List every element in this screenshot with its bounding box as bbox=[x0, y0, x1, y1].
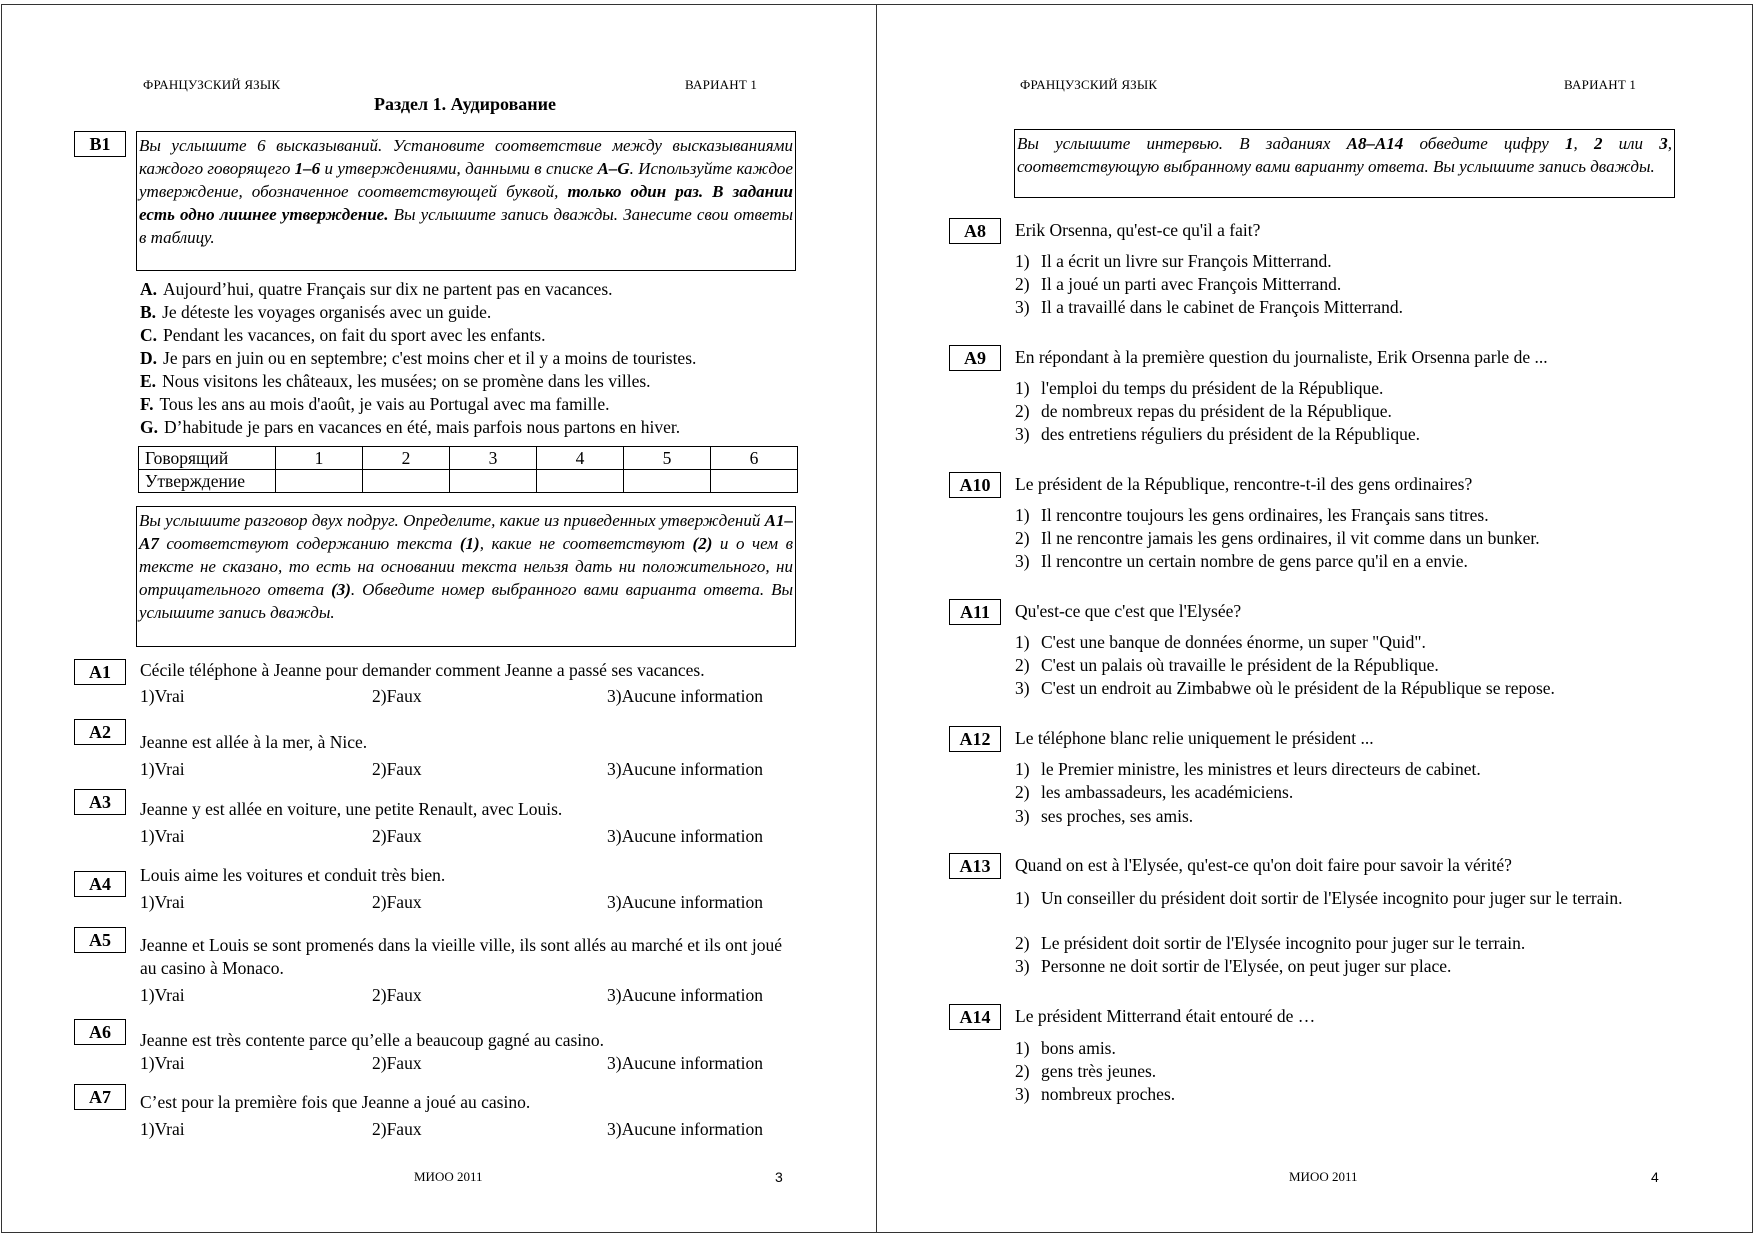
option-number: 3) bbox=[1015, 678, 1030, 698]
section-title: Раздел 1. Аудирование bbox=[373, 94, 557, 114]
option-aucune[interactable] bbox=[607, 892, 763, 913]
option-number: 2) bbox=[1015, 274, 1030, 294]
option-vrai[interactable] bbox=[140, 686, 185, 707]
task-tag-a2: A2 bbox=[74, 719, 126, 745]
statement-letter: D. bbox=[140, 348, 158, 368]
option-wrap bbox=[1015, 887, 1655, 910]
option-label: Aucune information bbox=[621, 892, 763, 912]
option-faux[interactable] bbox=[372, 892, 422, 913]
table-row-label: Говорящий bbox=[139, 447, 276, 470]
interview-instructions bbox=[1014, 129, 1675, 198]
statement-letter: C. bbox=[140, 325, 158, 345]
question-a8: Erik Orsenna, qu'est-ce qu'il a fait? bbox=[1015, 220, 1261, 240]
question-a1: Cécile téléphone à Jeanne pour demander comment Jeanne a passé ses vacances. bbox=[140, 660, 705, 680]
option-vrai[interactable] bbox=[140, 1053, 185, 1074]
header-subject: ФРАНЦУЗСКИЙ ЯЗЫК bbox=[143, 77, 281, 92]
question-a11: Qu'est-ce que c'est que l'Elysée? bbox=[1015, 601, 1242, 621]
option-label: Aucune information bbox=[621, 826, 763, 846]
instr-bold: только один раз. В задании есть одно лишнее утверждение. bbox=[139, 182, 793, 224]
option-vrai[interactable] bbox=[140, 985, 185, 1006]
instr-bold: (3) bbox=[331, 580, 351, 599]
answer-cell[interactable] bbox=[711, 470, 798, 493]
option-text: Il ne rencontre jamais les gens ordinaires, il vit comme dans un bunker. bbox=[1041, 528, 1540, 548]
task-tag-a9: A9 bbox=[949, 345, 1001, 371]
option-text: les ambassadeurs, les académiciens. bbox=[1041, 782, 1294, 802]
option-label: Vrai bbox=[154, 826, 185, 846]
instr-bold: (2) bbox=[692, 534, 713, 553]
option-1[interactable] bbox=[1015, 887, 1655, 910]
option-label: Vrai bbox=[154, 892, 185, 912]
option-aucune[interactable] bbox=[607, 686, 763, 707]
option-faux[interactable] bbox=[372, 1119, 422, 1140]
footer-publisher: МИОО 2011 bbox=[414, 1169, 483, 1184]
question-a3: Jeanne y est allée en voiture, une petite Renault, avec Louis. bbox=[140, 799, 563, 819]
footer-publisher: МИОО 2011 bbox=[1289, 1169, 1358, 1184]
option-aucune[interactable] bbox=[607, 985, 763, 1006]
option-label: Aucune information bbox=[621, 686, 763, 706]
option-number: 1) bbox=[1015, 505, 1030, 525]
table-header-cell: 6 bbox=[711, 447, 798, 470]
answer-table bbox=[138, 446, 798, 493]
option-vrai[interactable] bbox=[140, 892, 185, 913]
option-text: C'est une banque de données énorme, un super "Quid". bbox=[1041, 632, 1426, 652]
instr-text: и утверждениями, данными в списке bbox=[320, 159, 598, 178]
statement-text: Je déteste les voyages organisés avec un guide. bbox=[162, 302, 492, 322]
table-header-cell: 3 bbox=[450, 447, 537, 470]
option-text: ses proches, ses amis. bbox=[1041, 806, 1194, 826]
option-number: 1) bbox=[140, 1053, 155, 1073]
task-tag-a14: A14 bbox=[949, 1004, 1001, 1030]
option-text: Il a joué un parti avec François Mitterrand. bbox=[1041, 274, 1342, 294]
statement-text: Aujourd’hui, quatre Français sur dix ne partent pas en vacances. bbox=[163, 279, 613, 299]
option-text: gens très jeunes. bbox=[1041, 1061, 1157, 1081]
option-number: 1) bbox=[140, 892, 155, 912]
instr-bold: 1 bbox=[1565, 134, 1574, 153]
option-number: 2) bbox=[1015, 528, 1030, 548]
option-number: 1) bbox=[1015, 251, 1030, 271]
option-number: 1) bbox=[140, 1119, 155, 1139]
question-a10: Le président de la République, rencontre-t-il des gens ordinaires? bbox=[1015, 474, 1473, 494]
question-a13: Quand on est à l'Elysée, qu'est-ce qu'on doit faire pour savoir la vérité? bbox=[1015, 855, 1512, 875]
option-vrai[interactable] bbox=[140, 1119, 185, 1140]
instr-text: , соответствующую выбранному вами варианту ответа. Вы услышите запись дважды. bbox=[1017, 134, 1672, 176]
statement-a bbox=[140, 279, 613, 300]
instr-text: соответствуют содержанию текста bbox=[158, 534, 460, 553]
instr-text: . Используйте каждое утверждение, обозначенное соответствующей буквой, bbox=[139, 159, 793, 201]
option-number: 3) bbox=[607, 826, 622, 846]
task-tag-a5: A5 bbox=[74, 927, 126, 953]
option-aucune[interactable] bbox=[607, 1053, 763, 1074]
option-1[interactable] bbox=[1015, 759, 1481, 780]
option-number: 2) bbox=[1015, 782, 1030, 802]
statement-letter: B. bbox=[140, 302, 157, 322]
option-number: 3) bbox=[1015, 806, 1030, 826]
option-text: Un conseiller du président doit sortir de l'Elysée incognito pour juger sur le terrain. bbox=[1041, 888, 1623, 908]
task-tag-a7: A7 bbox=[74, 1084, 126, 1110]
option-label: Faux bbox=[386, 892, 422, 912]
task-tag-a12: A12 bbox=[949, 726, 1001, 752]
instr-text: обведите цифру bbox=[1403, 134, 1566, 153]
option-number: 2) bbox=[372, 892, 387, 912]
option-text: Il a écrit un livre sur François Mitterrand. bbox=[1041, 251, 1332, 271]
task-tag-a13: A13 bbox=[949, 853, 1001, 879]
option-label: Vrai bbox=[154, 1119, 185, 1139]
option-text: C'est un palais où travaille le président de la République. bbox=[1041, 655, 1439, 675]
option-label: Aucune information bbox=[621, 1053, 763, 1073]
option-3[interactable] bbox=[1015, 678, 1555, 699]
option-aucune[interactable] bbox=[607, 1119, 763, 1140]
instr-bold: (1) bbox=[459, 534, 480, 553]
option-2[interactable] bbox=[1015, 1061, 1156, 1082]
header-variant: ВАРИАНТ 1 bbox=[685, 77, 758, 92]
option-text: l'emploi du temps du président de la République. bbox=[1041, 378, 1384, 398]
option-number: 3) bbox=[1015, 1084, 1030, 1104]
table-row-label: Утверждение bbox=[139, 470, 276, 493]
page-right bbox=[877, 0, 1754, 1239]
option-number: 1) bbox=[1015, 759, 1030, 779]
option-1[interactable] bbox=[1015, 505, 1489, 526]
question-a5: Jeanne et Louis se sont promenés dans la vieille ville, ils sont allés au marché et ils ont joué au casino à Monaco. bbox=[140, 935, 782, 978]
instr-text: Вы услышите интервью. В заданиях bbox=[1017, 134, 1347, 153]
option-1[interactable] bbox=[1015, 1038, 1116, 1059]
option-text: C'est un endroit au Zimbabwe où le président de la République se repose. bbox=[1041, 678, 1555, 698]
answer-cell[interactable] bbox=[537, 470, 624, 493]
question-a14: Le président Mitterrand était entouré de … bbox=[1015, 1006, 1316, 1026]
option-number: 1) bbox=[140, 985, 155, 1005]
option-label: Faux bbox=[386, 826, 422, 846]
option-2[interactable] bbox=[1015, 401, 1392, 422]
statement-text: D’habitude je pars en vacances en été, mais parfois nous partons en hiver. bbox=[164, 417, 681, 437]
statement-e bbox=[140, 371, 651, 392]
option-1[interactable] bbox=[1015, 632, 1426, 653]
option-2[interactable] bbox=[1015, 782, 1293, 803]
task-tag-a11: A11 bbox=[949, 599, 1001, 625]
option-faux[interactable] bbox=[372, 686, 422, 707]
statement-letter: E. bbox=[140, 371, 157, 391]
option-number: 3) bbox=[607, 1119, 622, 1139]
option-faux[interactable] bbox=[372, 759, 422, 780]
task-tag-a8: A8 bbox=[949, 218, 1001, 244]
option-number: 3) bbox=[607, 892, 622, 912]
question-a12: Le téléphone blanc relie uniquement le président ... bbox=[1015, 728, 1374, 748]
option-1[interactable] bbox=[1015, 251, 1332, 272]
instr-text: и о чем в тексте не сказано, то есть на основании текста нельзя дать ни положительного, ни отрицательного ответа bbox=[139, 534, 793, 599]
statement-letter: A. bbox=[140, 279, 158, 299]
option-number: 3) bbox=[1015, 297, 1030, 317]
option-number: 1) bbox=[140, 826, 155, 846]
option-number: 3) bbox=[1015, 551, 1030, 571]
a-instructions bbox=[136, 506, 796, 647]
option-3[interactable] bbox=[1015, 551, 1468, 572]
option-number: 1) bbox=[1015, 1038, 1030, 1058]
option-number: 3) bbox=[607, 1053, 622, 1073]
table-header-cell: 1 bbox=[276, 447, 363, 470]
option-number: 2) bbox=[1015, 1061, 1030, 1081]
option-number: 3) bbox=[607, 759, 622, 779]
statement-g bbox=[140, 417, 680, 438]
statement-text: Nous visitons les châteaux, les musées; on se promène dans les villes. bbox=[162, 371, 651, 391]
task-tag-a10: A10 bbox=[949, 472, 1001, 498]
option-number: 3) bbox=[607, 686, 622, 706]
answer-cell[interactable] bbox=[624, 470, 711, 493]
page-number: 3 bbox=[775, 1169, 783, 1185]
instr-text: , какие не соответствуют bbox=[479, 534, 693, 553]
option-label: Vrai bbox=[154, 1053, 185, 1073]
instr-bold: 2 bbox=[1593, 134, 1603, 153]
option-label: Vrai bbox=[154, 985, 185, 1005]
instr-text: Вы услышите 6 высказываний. Установите соответствие между высказываниями каждого говорящего bbox=[139, 136, 793, 178]
statement-text: Pendant les vacances, on fait du sport avec les enfants. bbox=[163, 325, 546, 345]
option-3[interactable] bbox=[1015, 424, 1420, 445]
page-number: 4 bbox=[1651, 1169, 1659, 1185]
option-number: 3) bbox=[1015, 956, 1030, 976]
option-3[interactable] bbox=[1015, 956, 1451, 977]
option-number: 1) bbox=[140, 759, 155, 779]
option-text: de nombreux repas du président de la République. bbox=[1041, 401, 1392, 421]
option-aucune[interactable] bbox=[607, 826, 763, 847]
option-label: Faux bbox=[386, 759, 422, 779]
task-tag-a6: A6 bbox=[74, 1019, 126, 1045]
option-text: nombreux proches. bbox=[1041, 1084, 1176, 1104]
option-number: 2) bbox=[1015, 655, 1030, 675]
statement-text: Je pars en juin ou en septembre; c'est moins cher et il y a moins de touristes. bbox=[163, 348, 697, 368]
option-faux[interactable] bbox=[372, 1053, 422, 1074]
question-a9: En répondant à la première question du journaliste, Erik Orsenna parle de ... bbox=[1015, 347, 1548, 367]
header-variant: ВАРИАНТ 1 bbox=[1564, 77, 1637, 92]
option-2[interactable] bbox=[1015, 933, 1525, 954]
option-label: Vrai bbox=[154, 686, 185, 706]
option-number: 2) bbox=[1015, 933, 1030, 953]
instr-bold: А1–А7 bbox=[139, 511, 793, 553]
option-text: le Premier ministre, les ministres et leurs directeurs de cabinet. bbox=[1041, 759, 1481, 779]
instr-text: . Обведите номер выбранного вами варианта ответа. Вы услышите запись дважды. bbox=[139, 580, 793, 622]
option-label: Faux bbox=[386, 686, 422, 706]
table-row bbox=[139, 447, 798, 470]
option-number: 2) bbox=[372, 686, 387, 706]
instr-bold: 3 bbox=[1659, 134, 1668, 153]
statement-b bbox=[140, 302, 491, 323]
answer-cell[interactable] bbox=[450, 470, 537, 493]
table-row bbox=[139, 470, 798, 493]
option-number: 2) bbox=[1015, 401, 1030, 421]
instr-text: Вы услышите разговор двух подруг. Определите, какие из приведенных утверждений bbox=[139, 511, 765, 530]
option-label: Aucune information bbox=[621, 759, 763, 779]
option-number: 3) bbox=[607, 985, 622, 1005]
option-text: des entretiens réguliers du président de la République. bbox=[1041, 424, 1421, 444]
statement-letter: G. bbox=[140, 417, 158, 437]
option-3[interactable] bbox=[1015, 806, 1193, 827]
option-2[interactable] bbox=[1015, 528, 1540, 549]
statement-letter: F. bbox=[140, 394, 154, 414]
option-label: Aucune information bbox=[621, 1119, 763, 1139]
option-label: Vrai bbox=[154, 759, 185, 779]
option-number: 1) bbox=[1015, 378, 1030, 398]
answer-cell[interactable] bbox=[276, 470, 363, 493]
option-text: Il rencontre toujours les gens ordinaires, les Français sans titres. bbox=[1041, 505, 1489, 525]
option-number: 3) bbox=[1015, 424, 1030, 444]
option-label: Aucune information bbox=[621, 985, 763, 1005]
instr-bold: А8–А14 bbox=[1346, 134, 1404, 153]
table-header-cell: 5 bbox=[624, 447, 711, 470]
question-a2: Jeanne est allée à la mer, à Nice. bbox=[140, 732, 368, 752]
task-tag-a4: A4 bbox=[74, 871, 126, 897]
table-header-cell: 4 bbox=[537, 447, 624, 470]
option-vrai[interactable] bbox=[140, 826, 185, 847]
instr-bold: 1–6 bbox=[294, 159, 321, 178]
option-number: 2) bbox=[372, 1053, 387, 1073]
statement-d bbox=[140, 348, 696, 369]
statement-f bbox=[140, 394, 609, 415]
option-faux[interactable] bbox=[372, 985, 422, 1006]
option-number: 2) bbox=[372, 1119, 387, 1139]
option-text: Personne ne doit sortir de l'Elysée, on peut juger sur place. bbox=[1041, 956, 1452, 976]
option-vrai[interactable] bbox=[140, 759, 185, 780]
instr-text: , bbox=[1573, 134, 1594, 153]
option-number: 1) bbox=[1015, 632, 1030, 652]
instr-text: или bbox=[1602, 134, 1660, 153]
option-text: bons amis. bbox=[1041, 1038, 1116, 1058]
statement-text: Tous les ans au mois d'août, je vais au Portugal avec ma famille. bbox=[159, 394, 610, 414]
option-number: 2) bbox=[372, 985, 387, 1005]
question-a7: C’est pour la première fois que Jeanne a joué au casino. bbox=[140, 1092, 531, 1112]
table-header-cell: 2 bbox=[363, 447, 450, 470]
option-label: Faux bbox=[386, 985, 422, 1005]
option-text: Il rencontre un certain nombre de gens parce qu'il en a envie. bbox=[1041, 551, 1468, 571]
option-number: 1) bbox=[140, 686, 155, 706]
task-tag-a1: A1 bbox=[74, 659, 126, 685]
answer-cell[interactable] bbox=[363, 470, 450, 493]
option-2[interactable] bbox=[1015, 655, 1439, 676]
option-number: 2) bbox=[372, 826, 387, 846]
statement-c bbox=[140, 325, 545, 346]
instr-bold: A–G bbox=[597, 159, 630, 178]
option-1[interactable] bbox=[1015, 378, 1383, 399]
task-tag-b1: B1 bbox=[74, 131, 126, 157]
option-faux[interactable] bbox=[372, 826, 422, 847]
question-a6: Jeanne est très contente parce qu’elle a beaucoup gagné au casino. bbox=[140, 1030, 605, 1050]
option-3[interactable] bbox=[1015, 1084, 1175, 1105]
option-label: Faux bbox=[386, 1053, 422, 1073]
option-3[interactable] bbox=[1015, 297, 1403, 318]
option-2[interactable] bbox=[1015, 274, 1341, 295]
option-number: 1) bbox=[1015, 888, 1030, 908]
option-text: Le président doit sortir de l'Elysée incognito pour juger sur le terrain. bbox=[1041, 933, 1526, 953]
option-label: Faux bbox=[386, 1119, 422, 1139]
header-subject: ФРАНЦУЗСКИЙ ЯЗЫК bbox=[1020, 77, 1158, 92]
b1-instructions bbox=[136, 131, 796, 271]
instr-text: Вы услышите запись дважды. Занесите свои ответы в таблицу. bbox=[139, 205, 794, 247]
question-a4: Louis aime les voitures et conduit très bien. bbox=[140, 865, 446, 885]
option-text: Il a travaillé dans le cabinet de François Mitterrand. bbox=[1041, 297, 1404, 317]
option-aucune[interactable] bbox=[607, 759, 763, 780]
task-tag-a3: A3 bbox=[74, 789, 126, 815]
option-number: 2) bbox=[372, 759, 387, 779]
